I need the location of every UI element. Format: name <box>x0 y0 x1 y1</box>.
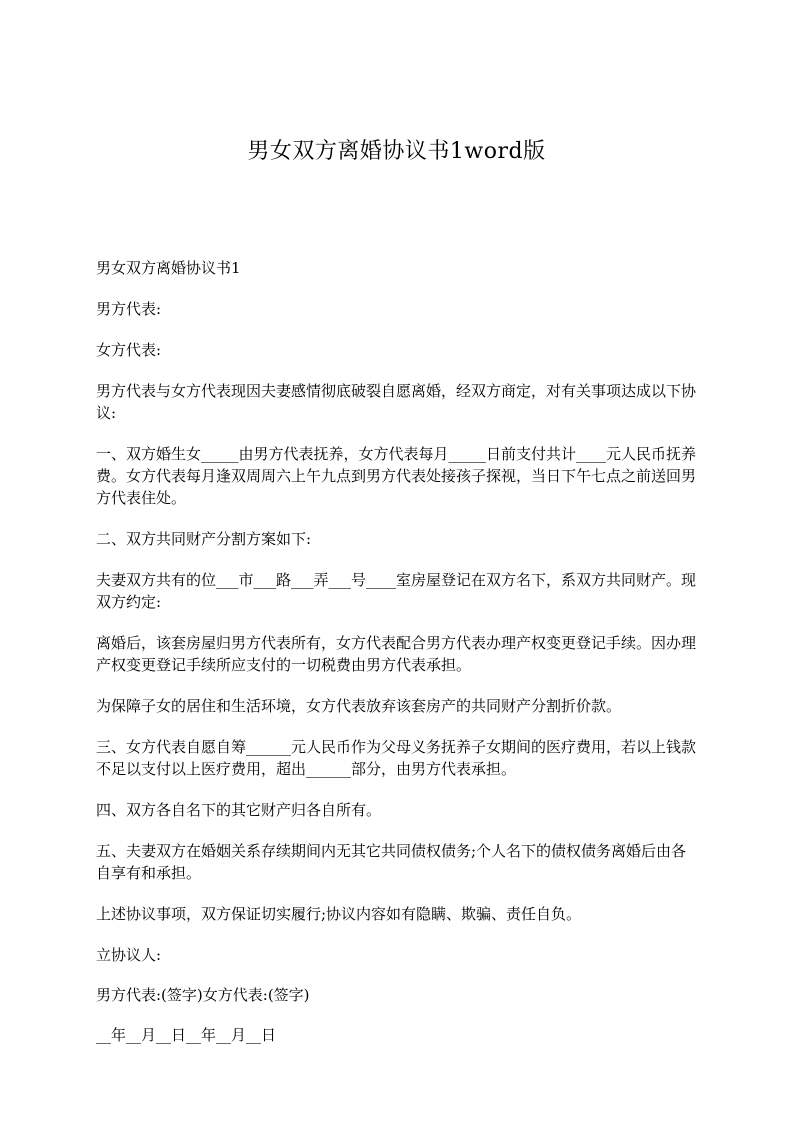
document-title: 男女双方离婚协议书1word版 <box>247 139 546 164</box>
property-description-paragraph: 夫妻双方共有的位___市___路___弄___号____室房屋登记在双方名下，系双方共同财产。现双方约定: <box>96 571 697 611</box>
performance-guarantee-paragraph: 上述协议事项，双方保证切实履行;协议内容如有隐瞒、欺骗、责任自负。 <box>96 905 582 923</box>
date-line: __年__月__日__年__月__日 <box>96 1026 277 1044</box>
property-ownership-paragraph: 离婚后，该套房屋归男方代表所有，女方代表配合男方代表办理产权变更登记手续。因办理产权变更登记手续所应支付的一切税费由男方代表承担。 <box>96 634 697 674</box>
female-representative-line: 女方代表: <box>96 341 162 359</box>
agreement-intro-paragraph: 男方代表与女方代表现因夫妻感情彻底破裂自愿离婚，经双方商定，对有关事项达成以下协议: <box>96 382 697 422</box>
clause-two-heading: 二、双方共同财产分割方案如下: <box>96 530 312 548</box>
signature-line: 男方代表:(签字)女方代表:(签字) <box>96 986 310 1004</box>
signatories-label: 立协议人: <box>96 946 162 964</box>
clause-four-paragraph: 四、双方各自名下的其它财产归各自所有。 <box>96 801 382 819</box>
property-waiver-paragraph: 为保障子女的居住和生活环境，女方代表放弃该套房产的共同财产分割折价款。 <box>96 697 622 715</box>
clause-one-paragraph: 一、双方婚生女_____由男方代表抚养，女方代表每月_____日前支付共计____元人民币抚养费。女方代表每月逢双周周六上午九点到男方代表处接孩子探视，当日下午七点之前送回男方代表住处。 <box>96 445 697 507</box>
agreement-heading: 男女双方离婚协议书1 <box>96 259 241 277</box>
male-representative-line: 男方代表: <box>96 300 162 318</box>
clause-five-paragraph: 五、夫妻双方在婚姻关系存续期间内无其它共同债权债务;个人名下的债权债务离婚后由各自享有和承担。 <box>96 842 687 882</box>
document-body <box>96 257 698 1064</box>
clause-three-paragraph: 三、女方代表自愿自筹______元人民币作为父母义务抚养子女期间的医疗费用，若以上钱款不足以支付以上医疗费用，超出______部分，由男方代表承担。 <box>96 738 697 778</box>
